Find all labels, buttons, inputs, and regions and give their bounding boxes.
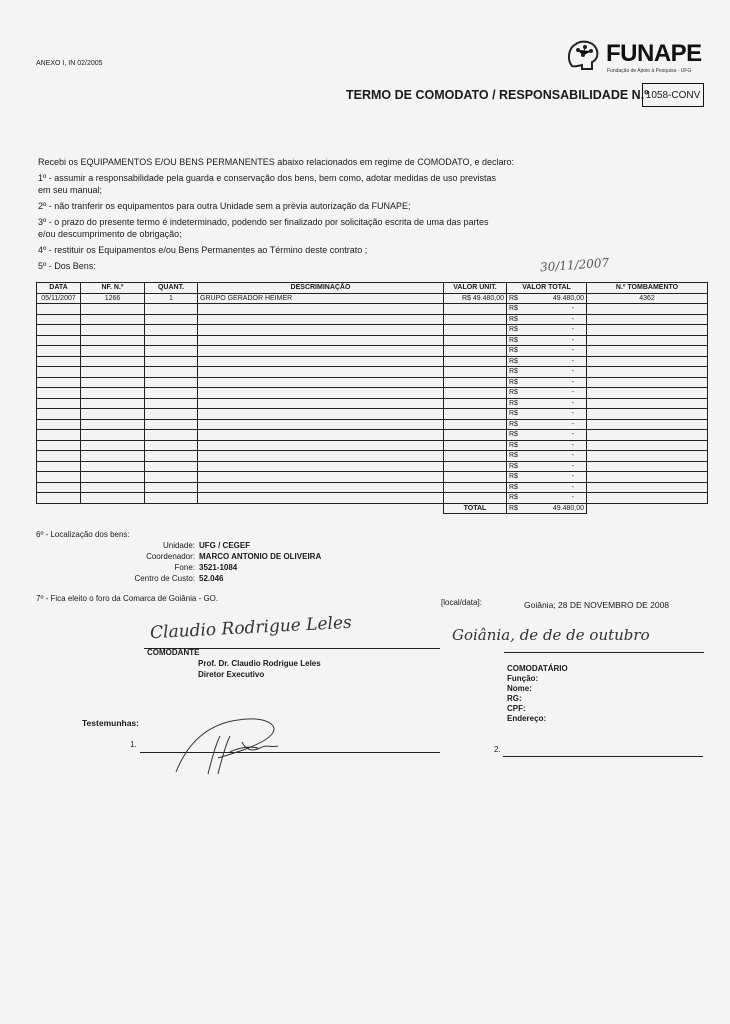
table-cell	[145, 472, 198, 483]
table-cell	[37, 472, 81, 483]
table-cell	[444, 304, 507, 315]
intro-text: Recebi os EQUIPAMENTOS E/OU BENS PERMANENTES abaixo relacionados em regime de COMODATO, e declaro:	[38, 157, 514, 167]
goods-table	[36, 282, 708, 514]
table-cell	[145, 304, 198, 315]
table-cell	[145, 451, 198, 462]
col-header-date: DATA	[37, 283, 81, 294]
table-cell	[81, 419, 145, 430]
coordenador-label: Coordenador:	[146, 552, 195, 561]
table-cell	[37, 356, 81, 367]
table-cell	[198, 325, 444, 336]
table-cell	[145, 493, 198, 504]
table-cell	[198, 430, 444, 441]
cell-total-value	[507, 493, 587, 504]
table-cell	[37, 388, 81, 399]
table-cell	[145, 388, 198, 399]
cell-total-amount: -	[571, 378, 574, 386]
col-header-qty: QUANT.	[145, 283, 198, 294]
table-cell	[444, 356, 507, 367]
cell-currency: R$	[509, 441, 518, 449]
cell-currency: R$	[509, 494, 518, 502]
table-cell	[81, 346, 145, 357]
comodatario-cpf: CPF:	[507, 704, 526, 713]
table-cell	[198, 493, 444, 504]
table-cell	[198, 409, 444, 420]
total-value-cell	[507, 503, 587, 514]
table-cell	[81, 335, 145, 346]
comodatario-endereco: Endereço:	[507, 714, 547, 723]
table-cell	[81, 409, 145, 420]
cell-total-value	[507, 377, 587, 388]
table-cell	[587, 325, 708, 336]
total-label: TOTAL	[444, 503, 507, 514]
table-cell	[81, 367, 145, 378]
table-row	[37, 451, 708, 462]
table-row	[37, 440, 708, 451]
table-row	[37, 419, 708, 430]
table-cell	[145, 482, 198, 493]
cell-nf: 1266	[81, 293, 145, 304]
cell-total-value	[507, 472, 587, 483]
table-cell	[145, 356, 198, 367]
cell-total-value	[507, 346, 587, 357]
table-cell	[145, 314, 198, 325]
table-cell	[444, 493, 507, 504]
table-cell	[444, 346, 507, 357]
custo-label: Centro de Custo:	[134, 574, 195, 583]
table-cell	[81, 356, 145, 367]
cell-currency: R$	[509, 294, 518, 302]
table-cell	[587, 304, 708, 315]
clause-3-line-2: e/ou descumprimento de obrigação;	[38, 229, 182, 239]
clause-2: 2º - não tranferir os equipamentos para outra Unidade sem a prévia autorização da FUNAPE;	[38, 201, 411, 211]
table-cell	[145, 430, 198, 441]
table-cell	[587, 482, 708, 493]
cell-total-amount: -	[571, 357, 574, 365]
table-row	[37, 388, 708, 399]
cell-total-value	[507, 419, 587, 430]
cell-total-value	[507, 325, 587, 336]
table-header-row	[37, 283, 708, 294]
table-row	[37, 409, 708, 420]
comodatario-role: COMODATÁRIO	[507, 664, 568, 673]
comodante-name: Prof. Dr. Claudio Rodrigue Leles	[198, 659, 321, 668]
cell-currency: R$	[509, 389, 518, 397]
table-cell	[81, 482, 145, 493]
table-cell	[81, 472, 145, 483]
table-cell	[587, 440, 708, 451]
table-cell	[587, 335, 708, 346]
table-row	[37, 493, 708, 504]
clause-1-line-2: em seu manual;	[38, 185, 103, 195]
table-row	[37, 335, 708, 346]
cell-total-amount: -	[571, 452, 574, 460]
table-cell	[37, 367, 81, 378]
table-cell	[587, 472, 708, 483]
cell-total-amount: -	[571, 410, 574, 418]
annex-reference: ANEXO I, IN 02/2005	[36, 60, 103, 67]
location-details	[60, 540, 321, 584]
table-cell	[587, 377, 708, 388]
cell-total-amount: -	[571, 326, 574, 334]
witnesses-label: Testemunhas:	[82, 718, 139, 728]
table-row	[37, 472, 708, 483]
handwritten-date: 30/11/2007	[539, 255, 610, 275]
table-cell	[81, 325, 145, 336]
table-cell	[587, 430, 708, 441]
cell-description: GRUPO GERADOR HEIMER	[198, 293, 444, 304]
cell-total-value	[507, 482, 587, 493]
comodante-role: COMODANTE	[147, 648, 200, 657]
table-cell	[444, 440, 507, 451]
cell-currency: R$	[509, 326, 518, 334]
comodatario-signature-line	[504, 652, 704, 653]
cell-qty: 1	[145, 293, 198, 304]
table-cell	[198, 440, 444, 451]
table-cell	[37, 314, 81, 325]
document-title: TERMO DE COMODATO / RESPONSABILIDADE N.º	[346, 88, 649, 102]
comodatario-nome: Nome:	[507, 684, 532, 693]
cell-total-amount: -	[571, 315, 574, 323]
table-cell	[198, 388, 444, 399]
table-cell	[37, 304, 81, 315]
table-row	[37, 356, 708, 367]
table-row	[37, 367, 708, 378]
table-cell	[145, 461, 198, 472]
col-header-tombamento: N.º TOMBAMENTO	[587, 283, 708, 294]
table-cell	[37, 346, 81, 357]
coordenador-value: MARCO ANTONIO DE OLIVEIRA	[199, 552, 322, 561]
table-row	[37, 377, 708, 388]
table-row	[37, 325, 708, 336]
comodatario-block	[507, 664, 568, 724]
clause-3-line-1: 3º - o prazo do presente termo é indeterminado, podendo ser finalizado por solicitação escrita de uma das partes	[38, 217, 489, 227]
table-cell	[37, 461, 81, 472]
table-cell	[587, 346, 708, 357]
cell-total-amount: -	[571, 399, 574, 407]
table-cell	[587, 367, 708, 378]
table-cell	[145, 377, 198, 388]
table-cell	[444, 461, 507, 472]
table-cell	[198, 346, 444, 357]
table-cell	[444, 377, 507, 388]
cell-currency: R$	[509, 462, 518, 470]
cell-total-value	[507, 335, 587, 346]
table-cell	[81, 493, 145, 504]
col-header-description: DESCRIMINAÇÃO	[198, 283, 444, 294]
cell-currency: R$	[509, 473, 518, 481]
table-row	[37, 482, 708, 493]
table-cell	[198, 377, 444, 388]
local-data-label: [local/data]:	[441, 598, 482, 607]
table-cell	[587, 461, 708, 472]
table-cell	[198, 398, 444, 409]
table-cell	[444, 409, 507, 420]
comodatario-rg: RG:	[507, 694, 522, 703]
cell-total-value	[507, 440, 587, 451]
clause-5: 5º - Dos Bens:	[38, 261, 96, 271]
table-cell	[81, 461, 145, 472]
col-header-nf: NF. N.º	[81, 283, 145, 294]
cell-total-value	[507, 430, 587, 441]
table-cell	[145, 409, 198, 420]
table-cell	[587, 493, 708, 504]
col-header-unit-value: VALOR UNIT.	[444, 283, 507, 294]
table-cell	[587, 451, 708, 462]
table-cell	[444, 419, 507, 430]
cell-total-amount: -	[571, 462, 574, 470]
cell-currency: R$	[509, 483, 518, 491]
table-cell	[37, 409, 81, 420]
table-cell	[81, 451, 145, 462]
table-cell	[198, 419, 444, 430]
cell-total-value	[507, 388, 587, 399]
table-cell	[587, 356, 708, 367]
cell-currency: R$	[509, 336, 518, 344]
witness-1-signature	[168, 712, 298, 782]
table-cell	[587, 388, 708, 399]
unidade-label: Unidade:	[162, 541, 195, 550]
table-cell	[198, 314, 444, 325]
funape-logo	[564, 34, 714, 84]
table-cell	[198, 461, 444, 472]
table-row	[37, 304, 708, 315]
comodante-title: Diretor Executivo	[198, 670, 265, 679]
cell-total-value	[507, 356, 587, 367]
table-cell	[145, 398, 198, 409]
table-total-row	[37, 503, 708, 514]
table-cell	[198, 356, 444, 367]
cell-currency: R$	[509, 347, 518, 355]
table-cell	[444, 398, 507, 409]
cell-total-amount: -	[571, 305, 574, 313]
brain-icon	[564, 36, 602, 74]
cell-currency: R$	[509, 452, 518, 460]
table-cell	[198, 335, 444, 346]
fone-value: 3521-1084	[199, 563, 238, 572]
custo-value: 52.046	[199, 574, 224, 583]
table-cell	[37, 335, 81, 346]
witness-1-number: 1.	[130, 740, 137, 749]
cell-currency: R$	[509, 315, 518, 323]
fone-label: Fone:	[174, 563, 195, 572]
table-cell	[37, 419, 81, 430]
table-cell	[37, 493, 81, 504]
table-cell	[37, 377, 81, 388]
table-cell	[81, 398, 145, 409]
table-cell	[81, 377, 145, 388]
cell-total-amount: -	[571, 368, 574, 376]
table-cell	[198, 451, 444, 462]
cell-total-value	[507, 367, 587, 378]
term-number-box: 1058-CONV	[642, 83, 704, 107]
cell-total-amount: -	[571, 389, 574, 397]
table-cell	[37, 398, 81, 409]
foro-clause: 7º - Fica eleito o foro da Comarca de Goiânia - GO.	[36, 594, 219, 603]
table-cell	[587, 398, 708, 409]
cell-unit-value: R$ 49.480,00	[444, 293, 507, 304]
table-cell	[444, 367, 507, 378]
table-cell	[145, 367, 198, 378]
table-cell	[444, 325, 507, 336]
cell-total-amount: -	[571, 431, 574, 439]
table-row	[37, 398, 708, 409]
cell-total-value	[507, 409, 587, 420]
table-cell	[81, 440, 145, 451]
table-cell	[587, 419, 708, 430]
table-row	[37, 346, 708, 357]
col-header-total-value: VALOR TOTAL	[507, 283, 587, 294]
logo-subtitle: Fundação de Apoio à Pesquisa - UFG	[607, 68, 692, 74]
cell-currency: R$	[509, 368, 518, 376]
table-cell	[587, 314, 708, 325]
table-cell	[198, 482, 444, 493]
table-cell	[444, 451, 507, 462]
cell-total-amount: -	[571, 483, 574, 491]
location-label: 6º - Localização dos bens:	[36, 530, 130, 539]
cell-total-value	[507, 451, 587, 462]
cell-tombamento: 4362	[587, 293, 708, 304]
table-cell	[444, 314, 507, 325]
table-cell	[81, 388, 145, 399]
cell-total-value	[507, 314, 587, 325]
table-row	[37, 314, 708, 325]
cell-total-amount: -	[571, 347, 574, 355]
logo-name: FUNAPE	[606, 40, 702, 67]
table-cell	[145, 419, 198, 430]
table-cell	[37, 451, 81, 462]
cell-currency: R$	[509, 410, 518, 418]
cell-total-value	[507, 304, 587, 315]
cell-currency: R$	[509, 305, 518, 313]
table-cell	[145, 346, 198, 357]
cell-total-amount: -	[571, 420, 574, 428]
cell-currency: R$	[509, 431, 518, 439]
comodante-signature: Claudio Rodrigue Leles	[149, 612, 353, 644]
table-row	[37, 461, 708, 472]
cell-total-value	[507, 461, 587, 472]
comodatario-handwriting: Goiânia, de de de outubro	[452, 626, 650, 644]
table-cell	[81, 314, 145, 325]
table-cell	[198, 472, 444, 483]
cell-currency: R$	[509, 420, 518, 428]
clause-4: 4º - restituir os Equipamentos e/ou Bens Permanentes ao Término deste contrato ;	[38, 245, 368, 255]
cell-date: 05/11/2007	[37, 293, 81, 304]
table-row	[37, 430, 708, 441]
clause-1-line-1: 1º - assumir a responsabilidade pela guarda e conservação dos bens, bem como, adotar medidas de uso previstas	[38, 173, 497, 183]
table-row	[37, 293, 708, 304]
table-cell	[198, 304, 444, 315]
table-cell	[37, 440, 81, 451]
cell-total-amount: -	[571, 473, 574, 481]
table-cell	[444, 472, 507, 483]
total-currency: R$	[509, 504, 518, 512]
witness-2-number: 2.	[494, 745, 501, 754]
total-amount: 49.480,00	[552, 504, 584, 512]
unidade-value: UFG / CEGEF	[199, 541, 251, 550]
cell-currency: R$	[509, 399, 518, 407]
table-cell	[81, 304, 145, 315]
comodatario-funcao: Função:	[507, 674, 539, 683]
cell-total-amount: 49.480,00	[552, 294, 584, 302]
witness-2-line	[503, 756, 703, 757]
cell-total-amount: -	[571, 494, 574, 502]
table-cell	[444, 482, 507, 493]
table-cell	[37, 430, 81, 441]
table-cell	[444, 430, 507, 441]
table-cell	[145, 325, 198, 336]
table-cell	[444, 335, 507, 346]
cell-total-value	[507, 293, 587, 304]
cell-currency: R$	[509, 378, 518, 386]
cell-total-amount: -	[571, 336, 574, 344]
cell-total-value	[507, 398, 587, 409]
table-cell	[145, 335, 198, 346]
cell-total-amount: -	[571, 441, 574, 449]
table-cell	[37, 325, 81, 336]
table-cell	[444, 388, 507, 399]
table-cell	[145, 440, 198, 451]
cell-currency: R$	[509, 357, 518, 365]
table-cell	[81, 430, 145, 441]
table-cell	[37, 482, 81, 493]
table-cell	[587, 409, 708, 420]
table-cell	[198, 367, 444, 378]
city-date: Goiânia; 28 DE NOVEMBRO DE 2008	[524, 600, 670, 610]
